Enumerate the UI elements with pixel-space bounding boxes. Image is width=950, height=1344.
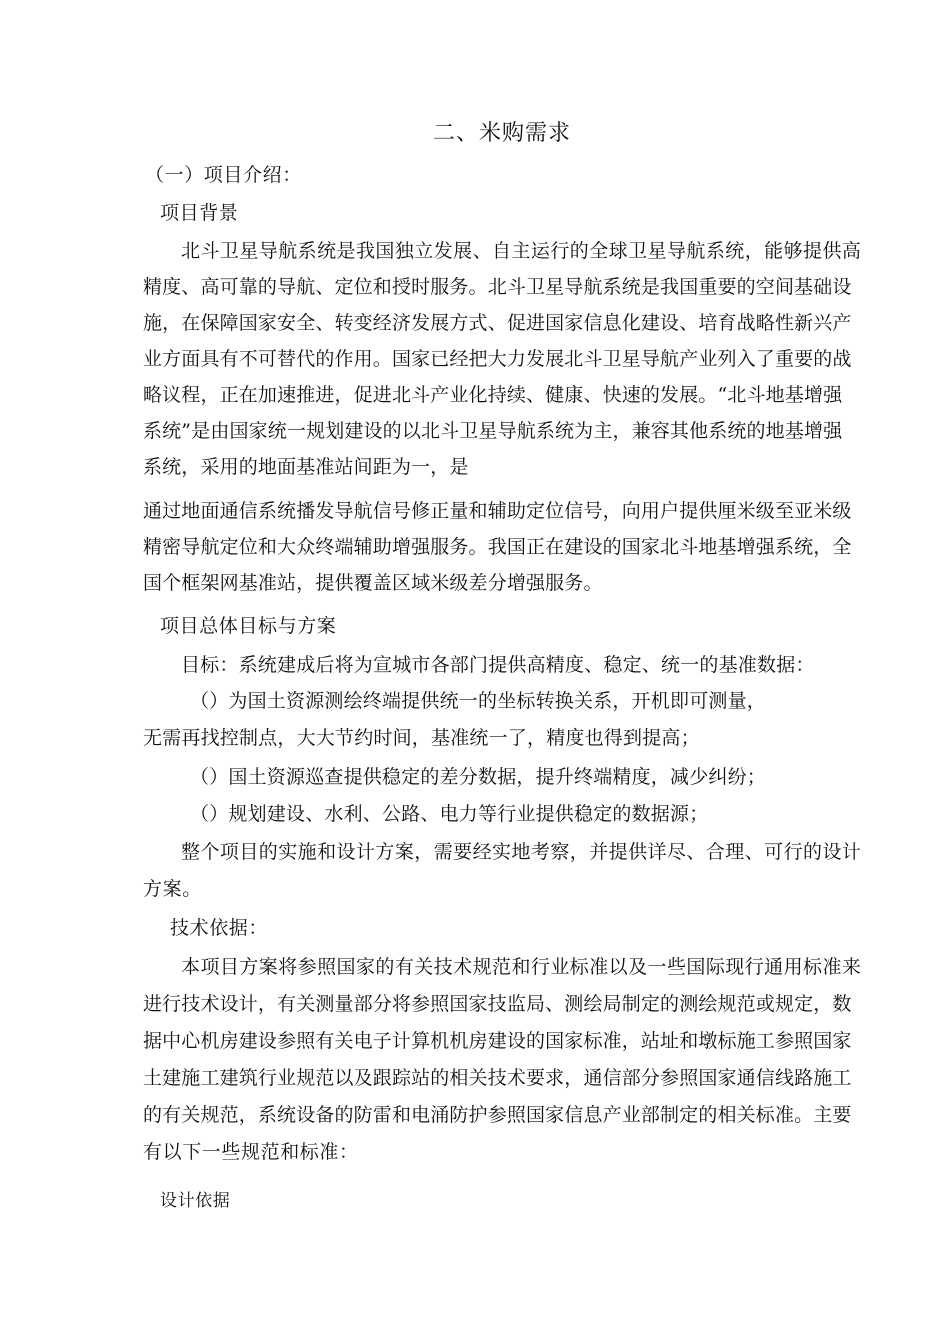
page-title: 二、米购需求 [433, 121, 572, 146]
paragraph-line: 业方面具有不可替代的作用。国家已经把大力发展北斗卫星导航产业列入了重要的战 [143, 348, 852, 370]
goal-line: 目标：系统建成后将为宣城市各部门提供高精度、稳定、统一的基准数据： [181, 654, 815, 676]
paragraph-line: 北 斗 卫 星 导 航 系 统 是 我 国 独 立 发 展 、 自 主 运 行 的 全 球 卫 星 导 航 系 统 ， 能 够 提 供 高 [181, 240, 861, 262]
tech-line: 的有关规范，系统设备的防雷和电涌防护参照国家信息产业部制定的相关标准。主要 [143, 1104, 852, 1126]
paragraph-line: 略议程，正在加速推进，促进北斗产业化持续、健康、快速的发展。“北斗地基增强 [143, 384, 843, 406]
paragraph-line: 施，在保障国家安全、转变经济发展方式、促进国家信息化建设、培育战略性新兴产 [143, 312, 852, 334]
goal-item: （）为国土资源测绘终端提供统一的坐标转换关系，开机即可测量， [190, 690, 767, 712]
goal-item: （）规划建设、水利、公路、电力等行业提供稳定的数据源； [190, 803, 709, 825]
tech-line: 本 项 目 方 案 将 参 照 国 家 的 有 关 技 术 规 范 和 行 业 标 准 以 及 一 些 国 际 现 行 通 用 标 准 来 [181, 956, 861, 978]
tech-line: 进行技术设计，有关测量部分将参照国家技监局、测绘局制定的测绘规范或规定，数 [143, 993, 852, 1015]
paragraph-line: 国个框架网基准站，提供覆盖区域米级差分增强服务。 [143, 572, 603, 594]
goal-line: 方案。 [143, 878, 202, 900]
subheading-background: 项目背景 [160, 202, 239, 224]
paragraph-line: 精度、高可靠的导航、定位和授时服务。北斗卫星导航系统是我国重要的空间基础设 [143, 276, 852, 298]
tech-line: 土建施工建筑行业规范以及跟踪站的相关技术要求，通信部分参照国家通信线路施工 [143, 1067, 852, 1089]
subheading-goals: 项目总体目标与方案 [160, 615, 337, 637]
paragraph-line: 精密导航定位和大众终端辅助增强服务。我国正在建设的国家北斗地基增强系统，全 [143, 536, 852, 558]
subheading-tech: 技术依据： [170, 917, 269, 939]
section-heading-intro: （一）项目介绍： [145, 164, 302, 186]
goal-line: 整 个 项 目 的 实 施 和 设 计 方 案 ， 需 要 经 实 地 考 察 ， 并 提 供 详 尽 、 合 理 、 可 行 的 设 计 [181, 841, 861, 863]
paragraph-line: 系统”是由国家统一规划建设的以北斗卫星导航系统为主，兼容其他系统的地基增强 [143, 420, 843, 442]
goal-item: （）国土资源巡查提供稳定的差分数据，提升终端精度，减少纠纷； [190, 766, 767, 788]
goal-line: 无需再找控制点，大大节约时间，基准统一了，精度也得到提高； [143, 727, 700, 749]
tech-line: 据中心机房建设参照有关电子计算机机房建设的国家标准，站址和墩标施工参照国家 [143, 1030, 852, 1052]
paragraph-line: 系统，采用的地面基准站间距为一，是 [143, 456, 469, 478]
tech-line: 有以下一些规范和标准： [143, 1141, 359, 1163]
paragraph-line: 通过地面通信系统播发导航信号修正量和辅助定位信号，向用户提供厘米级至亚米级 [143, 500, 852, 522]
subheading-design-basis: 设计依据 [160, 1191, 231, 1211]
